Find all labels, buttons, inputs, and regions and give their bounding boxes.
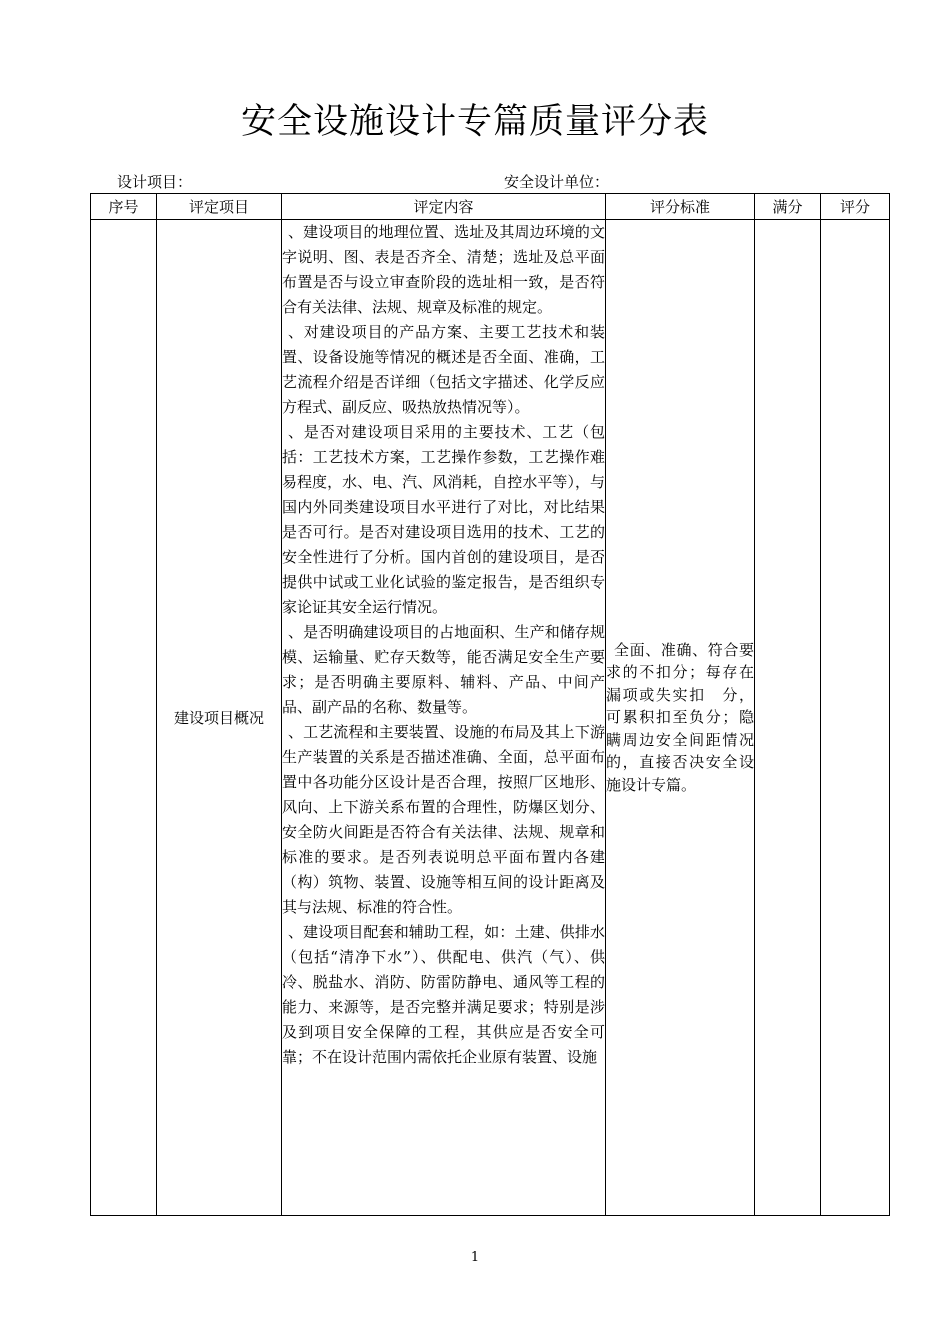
content-paragraph-3: 、是否对建设项目采用的主要技术、工艺（包括：工艺技术方案，工艺操作参数，工艺操作难易程度，水、电、汽、风消耗，自控水平等），与国内外同类建设项目水平进行了对比，对比结果是否可行。是否对建设项目选用的技术、工艺的安全性进行了分析。国内首创的建设项目，是否提供中试或工业化试验的鉴定报告，是否组织专家论证其安全运行情况。 (282, 423, 605, 616)
table-header-row (91, 194, 890, 220)
page-title: 安全设施设计专篇质量评分表 (240, 102, 709, 142)
header-seq: 序号 (91, 194, 157, 220)
content-paragraph-5: 、工艺流程和主要装置、设施的布局及其上下游生产装置的关系是否描述准确、全面，总平面布置中各功能分区设计是否合理，按照厂区地形、风向、上下游关系布置的合理性，防爆区划分、安全防火间距是否符合有关法律、法规、规章和标准的要求。是否列表说明总平面布置内各建（构）筑物、装置、设施等相互间的设计距离及其与法规、标准的符合性。 (282, 723, 605, 916)
design-unit-label: 安全设计单位： (504, 173, 610, 191)
header-full-score: 满分 (755, 194, 821, 220)
header-item: 评定项目 (157, 194, 282, 220)
content-paragraph-1: 、建设项目的地理位置、选址及其周边环境的文字说明、图、表是否齐全、清楚；选址及总平面布置是否与设立审查阶段的选址相一致，是否符合有关法律、法规、规章及标准的规定。 (282, 223, 605, 316)
header-content: 评定内容 (282, 194, 606, 220)
content-paragraph-4: 、是否明确建设项目的占地面积、生产和储存规模、运输量、贮存天数等，能否满足安全生产要求；是否明确主要原料、辅料、产品、中间产品、副产品的名称、数量等。 (282, 623, 605, 716)
row-standard-cell (606, 220, 755, 1216)
content-paragraph-6: 、建设项目配套和辅助工程，如：土建、供排水（包括“清净下水”）、供配电、供汽（气）、供冷、脱盐水、消防、防雷防静电、通风等工程的能力、来源等，是否完整并满足要求；特别是涉及到项目安全保障的工程，其供应是否安全可靠；不在设计范围内需依托企业原有装置、设施 (282, 923, 605, 1066)
row-score-cell (821, 220, 890, 1216)
row-full-score-cell (755, 220, 821, 1216)
design-project-label: 设计项目： (117, 173, 193, 191)
standard-text: 全面、准确、符合要求的不扣分；每存在漏项或失实扣 分，可累积扣至负分；隐瞒周边安全间距情况的，直接否决安全设施设计专篇。 (606, 640, 754, 794)
row-item-cell: 建设项目概况 (157, 220, 282, 1216)
score-table (90, 193, 890, 1216)
content-paragraph-2: 、对建设项目的产品方案、主要工艺技术和装置、设备设施等情况的概述是否全面、准确，工艺流程介绍是否详细（包括文字描述、化学反应方程式、副反应、吸热放热情况等）。 (282, 323, 605, 416)
page-number: 1 (470, 1250, 480, 1265)
row-seq-cell (91, 220, 157, 1216)
table-row (91, 220, 890, 1216)
header-standard: 评分标准 (606, 194, 755, 220)
header-score: 评分 (821, 194, 890, 220)
row-content-cell (282, 220, 606, 1216)
